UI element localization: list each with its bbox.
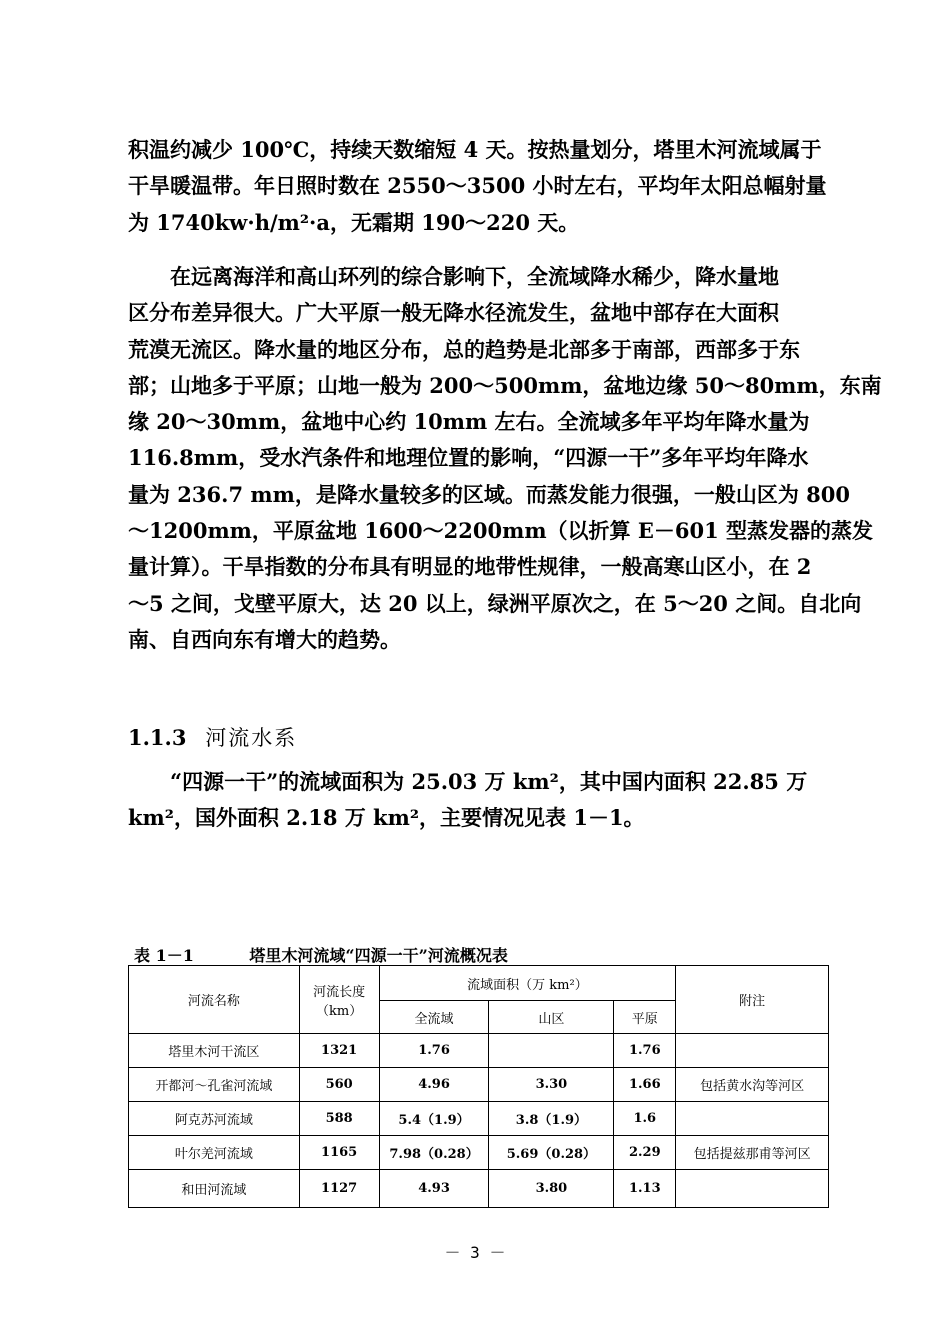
table-row bbox=[129, 1068, 829, 1102]
cell-name: 开都河～孔雀河流域 bbox=[129, 1068, 300, 1102]
cell-note bbox=[676, 1170, 829, 1208]
cell-whole: 7.98（0.28） bbox=[379, 1136, 489, 1170]
table-row bbox=[129, 1102, 829, 1136]
cell-whole: 4.93 bbox=[379, 1170, 489, 1208]
text-line: km²，国外面积 2.18 万 km²，主要情况见表 1－1。 bbox=[128, 805, 645, 831]
cell-mountain bbox=[489, 1034, 614, 1068]
text-line: 116.8mm，受水汽条件和地理位置的影响，“四源一干”多年平均年降水 bbox=[128, 445, 809, 471]
header-note: 附注 bbox=[676, 966, 829, 1034]
text-line: 荒漠无流区。降水量的地区分布，总的趋势是北部多于南部，西部多于东 bbox=[128, 336, 800, 362]
text-line: 部；山地多于平原；山地一般为 200～500mm，盆地边缘 50～80mm，东南 bbox=[128, 372, 882, 398]
text-line: ～5 之间，戈壁平原大，达 20 以上，绿洲平原次之，在 5～20 之间。自北向 bbox=[128, 590, 862, 616]
cell-plain: 1.76 bbox=[614, 1034, 676, 1068]
cell-plain: 2.29 bbox=[614, 1136, 676, 1170]
cell-note bbox=[676, 1102, 829, 1136]
header-mountain: 山区 bbox=[489, 1001, 614, 1034]
table-row bbox=[129, 1034, 829, 1068]
cell-plain: 1.6 bbox=[614, 1102, 676, 1136]
text-line: 积温约减少 100℃，持续天数缩短 4 天。按热量划分，塔里木河流域属于 bbox=[128, 137, 822, 162]
cell-length: 560 bbox=[299, 1068, 379, 1102]
table-caption-title: 塔里木河流域“四源一干”河流概况表 bbox=[249, 946, 508, 965]
cell-whole: 4.96 bbox=[379, 1068, 489, 1102]
text-line: 区分布差异很大。广大平原一般无降水径流发生，盆地中部存在大面积 bbox=[128, 300, 779, 326]
cell-length: 588 bbox=[299, 1102, 379, 1136]
text-line: ～1200mm，平原盆地 1600～2200mm（以折算 E－601 型蒸发器的蒸发 bbox=[128, 518, 873, 544]
cell-whole: 1.76 bbox=[379, 1034, 489, 1068]
cell-plain: 1.66 bbox=[614, 1068, 676, 1102]
text-line: 量计算）。干旱指数的分布具有明显的地带性规律，一般高寒山区小，在 2 bbox=[128, 554, 812, 580]
section-heading bbox=[128, 722, 297, 752]
text-line: 南、自西向东有增大的趋势。 bbox=[128, 626, 401, 652]
river-overview-table bbox=[128, 965, 829, 1208]
table-row bbox=[129, 1136, 829, 1170]
cell-mountain: 3.8（1.9） bbox=[489, 1102, 614, 1136]
paragraph-basin-area bbox=[128, 764, 828, 837]
header-plain: 平原 bbox=[614, 1001, 676, 1034]
paragraph-climate bbox=[128, 132, 828, 241]
cell-name: 塔里木河干流区 bbox=[129, 1034, 300, 1068]
cell-length: 1127 bbox=[299, 1170, 379, 1208]
cell-plain: 1.13 bbox=[614, 1170, 676, 1208]
table-row bbox=[129, 1170, 829, 1208]
cell-note bbox=[676, 1034, 829, 1068]
cell-whole: 5.4（1.9） bbox=[379, 1102, 489, 1136]
cell-note: 包括黄水沟等河区 bbox=[676, 1068, 829, 1102]
text-line: 为 1740kw·h/m²·a，无霜期 190～220 天。 bbox=[128, 209, 580, 235]
text-line: 在远离海洋和高山环列的综合影响下，全流域降水稀少，降水量地 bbox=[128, 264, 779, 289]
cell-mountain: 5.69（0.28） bbox=[489, 1136, 614, 1170]
header-river-name: 河流名称 bbox=[129, 966, 300, 1034]
header-river-length: 河流长度（km） bbox=[299, 966, 379, 1034]
text-line: 缘 20～30mm，盆地中心约 10mm 左右。全流域多年平均年降水量为 bbox=[128, 409, 810, 435]
table-caption-number: 表 1－1 bbox=[134, 946, 194, 965]
section-number: 1.1.3 bbox=[128, 725, 187, 750]
cell-name: 叶尔羌河流域 bbox=[129, 1136, 300, 1170]
text-line: “四源一干”的流域面积为 25.03 万 km²，其中国内面积 22.85 万 bbox=[128, 769, 808, 794]
table-header-row bbox=[129, 966, 829, 1001]
cell-mountain: 3.30 bbox=[489, 1068, 614, 1102]
cell-name: 阿克苏河流域 bbox=[129, 1102, 300, 1136]
page-number: － 3 － bbox=[444, 1243, 506, 1262]
header-basin-area: 流域面积（万 km²） bbox=[379, 966, 676, 1001]
table-caption bbox=[134, 943, 508, 966]
header-whole-basin: 全流域 bbox=[379, 1001, 489, 1034]
text-line: 量为 236.7 mm，是降水量较多的区域。而蒸发能力很强，一般山区为 800 bbox=[128, 481, 850, 507]
cell-mountain: 3.80 bbox=[489, 1170, 614, 1208]
cell-name: 和田河流域 bbox=[129, 1170, 300, 1208]
text-line: 干旱暖温带。年日照时数在 2550～3500 小时左右，平均年太阳总幅射量 bbox=[128, 173, 827, 199]
section-title: 河流水系 bbox=[205, 726, 298, 750]
cell-length: 1321 bbox=[299, 1034, 379, 1068]
cell-length: 1165 bbox=[299, 1136, 379, 1170]
paragraph-precipitation bbox=[128, 259, 882, 658]
cell-note: 包括提兹那甫等河区 bbox=[676, 1136, 829, 1170]
